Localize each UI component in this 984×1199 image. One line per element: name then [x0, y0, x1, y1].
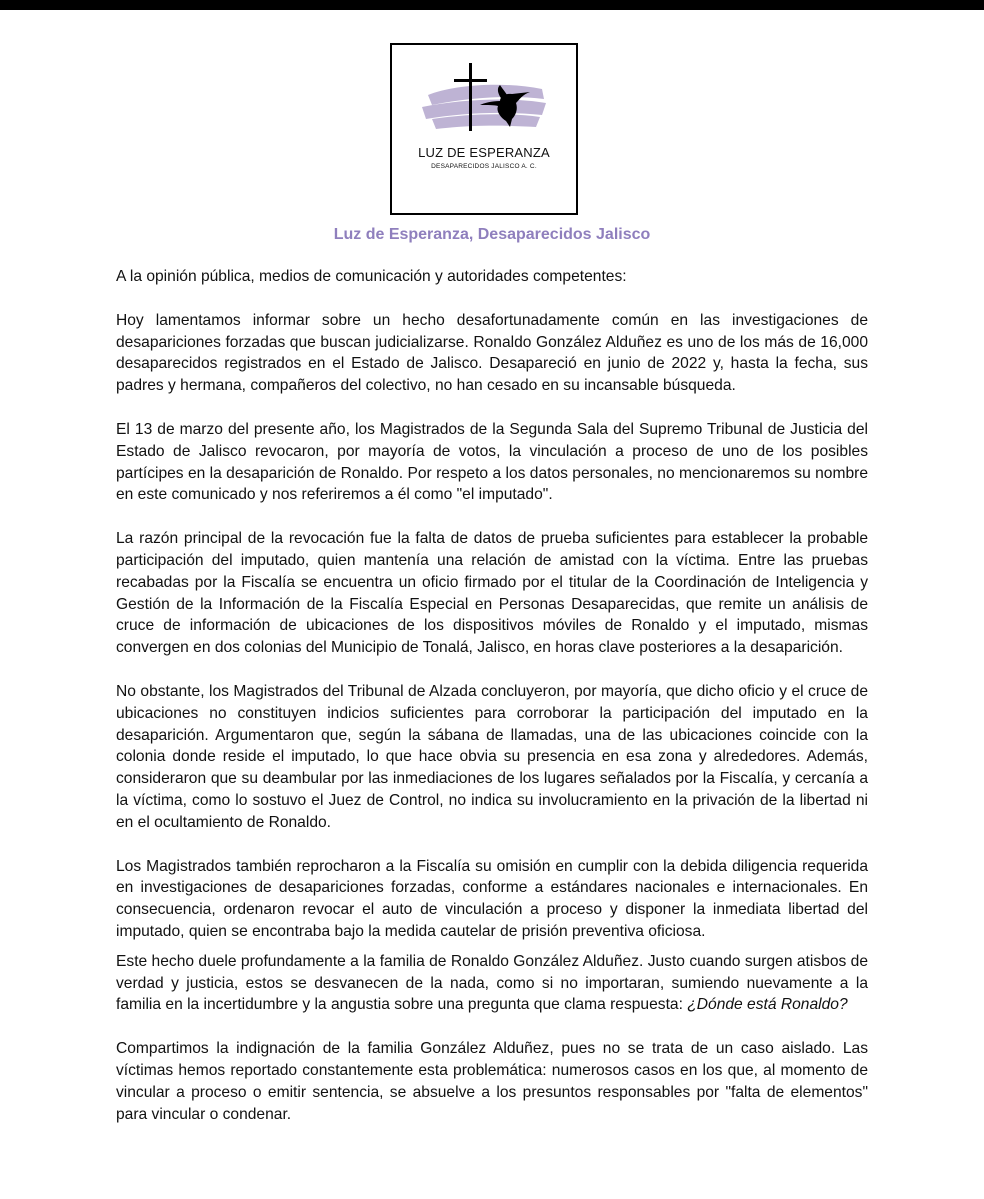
brush-stroke — [422, 85, 546, 129]
paragraph-3: La razón principal de la revocación fue la falta de datos de prueba suficientes para establecer la probable participación del imputado, quien mantenía una relación de amistad con la víctima. Entre las pruebas recabadas por la Fiscalía se encuentra un oficio firmado por el titular de la Coordinación de Inteligencia y Gestión de la Información de la Fiscalía Especial en Personas Desaparecidas, que remite un análisis de cruce de información de ubicaciones de los dispositivos móviles de Ronaldo y el imputado, mismas convergen en dos colonias del Municipio de Tonalá, Jalisco, en horas clave posteriores a la desaparición. — [116, 530, 868, 657]
paragraph-2: El 13 de marzo del presente año, los Magistrados de la Segunda Sala del Supremo Tribunal de Justicia del Estado de Jalisco revocaron, por mayoría de votos, la vinculación a proceso de uno de los posibles partícipes en la desaparición de Ronaldo. Por respeto a los datos personales, no mencionaremos su nombre en este comunicado y nos referiremos a él como "el imputado". — [116, 420, 868, 504]
top-border-bar — [0, 0, 984, 10]
paragraph-1: Hoy lamentamos informar sobre un hecho desafortunadamente común en las investigaciones de desapariciones forzadas que buscan judicializarse. Ronaldo González Alduñez es uno de los más de 16,000 desaparecidos registrados en el Estado de Jalisco. Desapareció en junio de 2022 y, hasta la fecha, sus padres y hermana, compañeros del colectivo, no han cesado en su incansable búsqueda. — [116, 311, 868, 395]
salutation: A la opinión pública, medios de comunicación y autoridades competentes: — [116, 268, 627, 285]
paragraph-6 — [116, 951, 868, 1016]
paragraph-5: Los Magistrados también reprocharon a la Fiscalía su omisión en cumplir con la debida diligencia requerida en investigaciones de desapariciones forzadas, conforme a estándares nacionales e internacionales. En consecuencia, ordenaron revocar el auto de vinculación a proceso y disponer la inmediata libertad del imputado, quien se encontraba bajo la medida cautelar de prisión preventiva oficiosa. — [116, 857, 868, 940]
organization-heading: Luz de Esperanza, Desaparecidos Jalisco — [333, 226, 651, 243]
paragraph-4: No obstante, los Magistrados del Tribunal de Alzada concluyeron, por mayoría, que dicho oficio y el cruce de ubicaciones no constituyen indicios suficientes para corroborar la participación del imputado en la desaparición. Argumentaron que, según la sábana de llamadas, una de las ubicaciones coincide con la colonia donde reside el imputado, lo que hace obvia su presencia en esa zona y alrededores. Además, consideraron que su deambular por las inmediaciones de los lugares señalados por la Fiscalía, y cercanía a la víctima, como lo sostuvo el Juez de Control, no indica su involucramiento en la privación de la libertad ni en el ocultamiento de Ronaldo. — [116, 682, 868, 831]
statement-body — [116, 266, 868, 1125]
logo-artwork — [392, 45, 576, 213]
logo-title: LUZ DE ESPERANZA — [418, 145, 550, 160]
paragraph-6-text: Este hecho duele profundamente a la familia de Ronaldo González Alduñez. Justo cuando surgen atisbos de verdad y justicia, estos se desvanecen de la nada, como si no importaran, sumiendo nuevamente a la familia en la incertidumbre y la angustia sobre una pregunta que clama respuesta: — [116, 952, 868, 1014]
logo — [390, 43, 578, 215]
paragraph-6-question: ¿Dónde está Ronaldo? — [687, 996, 848, 1014]
paragraph-7: Compartimos la indignación de la familia González Alduñez, pues no se trata de un caso aislado. Las víctimas hemos reportado constantemente esta problemática: numerosos casos en los que, al momento de vincular a proceso o emitir sentencia, se absuelve a los presuntos responsables por "falta de elementos" para vincular o condenar. — [116, 1040, 868, 1123]
logo-subtitle: DESAPARECIDOS JALISCO A. C. — [431, 163, 537, 170]
